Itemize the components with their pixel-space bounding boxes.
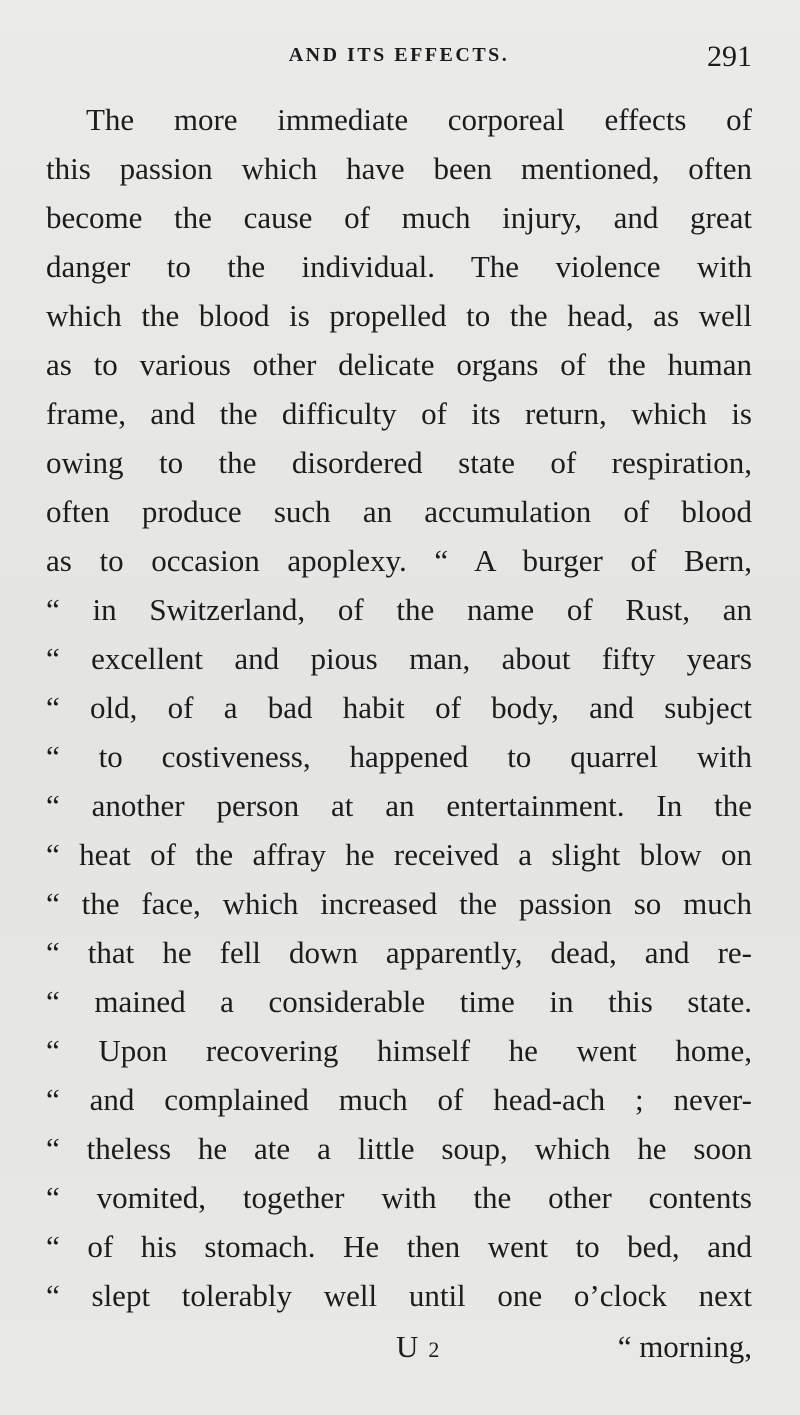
signature-letter: U bbox=[396, 1329, 419, 1364]
text-line: “ Upon recovering himself he went home, bbox=[46, 1033, 752, 1068]
body-text bbox=[46, 95, 752, 1320]
text-line: become the cause of much injury, and great bbox=[46, 200, 752, 235]
page-footer bbox=[46, 1322, 752, 1372]
text-line: “ to costiveness, happened to quarrel with bbox=[46, 739, 752, 774]
text-line: “ that he fell down apparently, dead, and re- bbox=[46, 935, 752, 970]
text-line: “ the face, which increased the passion so much bbox=[46, 886, 752, 921]
catchword: “ morning, bbox=[617, 1329, 752, 1364]
text-line: as to occasion apoplexy. “ A burger of Bern, bbox=[46, 543, 752, 578]
text-line: frame, and the difficulty of its return, which is bbox=[46, 396, 752, 431]
text-line: often produce such an accumulation of blood bbox=[46, 494, 752, 529]
text-line: “ in Switzerland, of the name of Rust, an bbox=[46, 592, 752, 627]
text-line: “ slept tolerably well until one o’clock next bbox=[46, 1278, 752, 1313]
signature-mark bbox=[396, 1322, 439, 1375]
text-line: danger to the individual. The violence with bbox=[46, 249, 752, 284]
text-line: which the blood is propelled to the head, as well bbox=[46, 298, 752, 333]
text-line: “ old, of a bad habit of body, and subject bbox=[46, 690, 752, 725]
text-line: “ vomited, together with the other contents bbox=[46, 1180, 752, 1215]
text-line: The more immediate corporeal effects of bbox=[86, 102, 752, 137]
page-number: 291 bbox=[707, 40, 752, 73]
text-line: owing to the disordered state of respiration, bbox=[46, 445, 752, 480]
text-line: “ mained a considerable time in this state. bbox=[46, 984, 752, 1019]
text-line: “ of his stomach. He then went to bed, and bbox=[46, 1229, 752, 1264]
text-line: “ theless he ate a little soup, which he soon bbox=[46, 1131, 752, 1166]
text-line: “ heat of the affray he received a slight blow on bbox=[46, 837, 752, 872]
text-line: “ excellent and pious man, about fifty years bbox=[46, 641, 752, 676]
text-line: this passion which have been mentioned, often bbox=[46, 151, 752, 186]
text-line: “ and complained much of head-ach ; never- bbox=[46, 1082, 752, 1117]
signature-number: 2 bbox=[428, 1337, 440, 1362]
text-line: as to various other delicate organs of the human bbox=[46, 347, 752, 382]
running-head: AND ITS EFFECTS. bbox=[288, 44, 510, 66]
page-header bbox=[46, 40, 752, 80]
text-line: “ another person at an entertainment. In the bbox=[46, 788, 752, 823]
